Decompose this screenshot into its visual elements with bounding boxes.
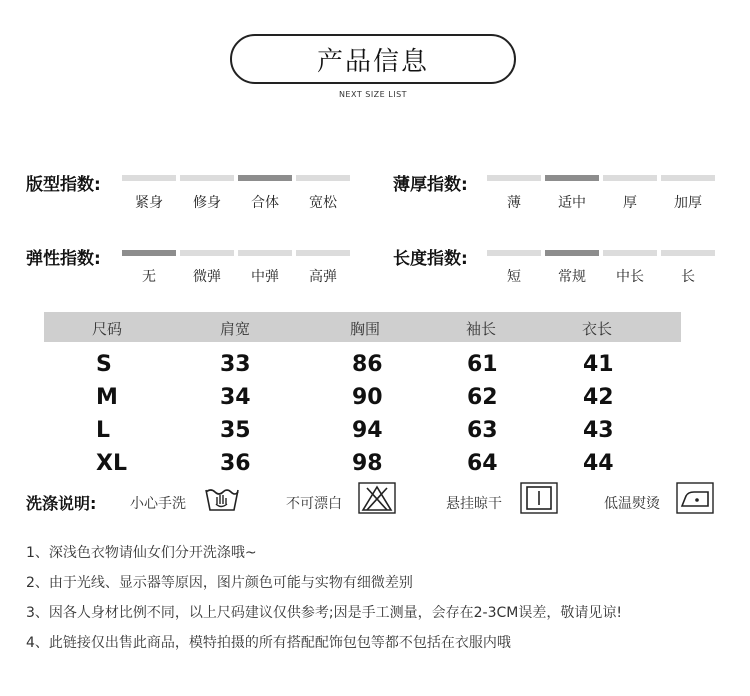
thickness-index-label: 薄厚指数: <box>393 175 468 195</box>
no-bleach-icon <box>358 482 396 514</box>
cell-chest: 98 <box>352 451 383 476</box>
elasticity-segment <box>296 250 350 256</box>
elasticity-segment <box>180 250 234 256</box>
low-iron-icon <box>676 482 714 514</box>
col-header-size: 尺码 <box>92 320 123 338</box>
thickness-index-options <box>487 192 715 212</box>
col-header-sleeve: 袖长 <box>466 320 497 338</box>
length-segment <box>603 250 657 256</box>
wash-text-hang: 悬挂晾干 <box>446 496 502 512</box>
cell-length: 44 <box>583 451 614 476</box>
cell-length: 41 <box>583 352 614 377</box>
fit-index-options <box>122 192 350 212</box>
hang-dry-icon <box>520 482 558 514</box>
elasticity-option: 中弹 <box>251 269 279 285</box>
cell-shoulder: 36 <box>220 451 251 476</box>
size-table-header <box>44 312 681 342</box>
elasticity-index-options <box>122 266 350 286</box>
fit-index-label: 版型指数: <box>26 175 101 195</box>
length-option: 短 <box>507 269 521 285</box>
length-index-options <box>487 266 715 286</box>
title-pill <box>230 34 516 84</box>
page-subtitle: NEXT SIZE LIST <box>338 90 408 99</box>
cell-shoulder: 35 <box>220 418 251 443</box>
fit-option: 修身 <box>193 195 221 211</box>
cell-size: XL <box>96 451 127 476</box>
cell-sleeve: 63 <box>467 418 498 443</box>
length-segment-selected <box>545 250 599 256</box>
cell-shoulder: 34 <box>220 385 251 410</box>
length-option: 长 <box>681 269 695 285</box>
cell-size: L <box>96 418 111 443</box>
fit-segment-selected <box>238 175 292 181</box>
cell-size: S <box>96 352 112 377</box>
col-header-chest: 胸围 <box>350 320 381 338</box>
hand-wash-icon <box>203 482 241 514</box>
fit-segment <box>296 175 350 181</box>
thickness-segment <box>661 175 715 181</box>
elasticity-index-label: 弹性指数: <box>26 249 101 269</box>
length-segment <box>661 250 715 256</box>
thickness-segment <box>603 175 657 181</box>
thickness-option: 适中 <box>558 195 586 211</box>
col-header-length: 衣长 <box>582 320 613 338</box>
fit-index-scale <box>122 175 350 181</box>
elasticity-option: 高弹 <box>309 269 337 285</box>
cell-length: 42 <box>583 385 614 410</box>
note-1: 1、深浅色衣物请仙女们分开洗涤哦~ <box>26 545 257 561</box>
note-2: 2、由于光线、显示器等原因，图片颜色可能与实物有细微差别 <box>26 575 413 591</box>
thickness-index-scale <box>487 175 715 181</box>
note-4: 4、此链接仅出售此商品，模特拍摄的所有搭配配饰包包等都不包括在衣服内哦 <box>26 635 511 651</box>
thickness-segment-selected <box>545 175 599 181</box>
cell-sleeve: 61 <box>467 352 498 377</box>
cell-chest: 94 <box>352 418 383 443</box>
cell-length: 43 <box>583 418 614 443</box>
wash-label: 洗涤说明: <box>26 494 97 513</box>
wash-text-bleach: 不可漂白 <box>286 496 342 512</box>
length-option: 常规 <box>558 269 586 285</box>
cell-chest: 86 <box>352 352 383 377</box>
thickness-segment <box>487 175 541 181</box>
fit-segment <box>180 175 234 181</box>
wash-text-hand: 小心手洗 <box>130 496 186 512</box>
thickness-option: 薄 <box>507 195 521 211</box>
fit-option: 合体 <box>251 195 279 211</box>
elasticity-segment-selected <box>122 250 176 256</box>
fit-segment <box>122 175 176 181</box>
cell-size: M <box>96 385 118 410</box>
elasticity-segment <box>238 250 292 256</box>
page-title: 产品信息 <box>316 46 429 77</box>
fit-option: 宽松 <box>309 195 337 211</box>
cell-chest: 90 <box>352 385 383 410</box>
length-segment <box>487 250 541 256</box>
note-3: 3、因各人身材比例不同，以上尺码建议仅供参考;因是手工测量，会存在2-3CM误差，敬请见谅! <box>26 605 622 621</box>
length-index-scale <box>487 250 715 256</box>
fit-option: 紧身 <box>135 195 163 211</box>
thickness-option: 加厚 <box>674 195 702 211</box>
cell-shoulder: 33 <box>220 352 251 377</box>
wash-text-iron: 低温熨烫 <box>604 496 660 512</box>
cell-sleeve: 62 <box>467 385 498 410</box>
length-option: 中长 <box>616 269 644 285</box>
elasticity-option: 无 <box>142 269 156 285</box>
thickness-option: 厚 <box>623 195 637 211</box>
col-header-shoulder: 肩宽 <box>220 320 251 338</box>
cell-sleeve: 64 <box>467 451 498 476</box>
elasticity-option: 微弹 <box>193 269 221 285</box>
length-index-label: 长度指数: <box>393 249 468 269</box>
elasticity-index-scale <box>122 250 350 256</box>
